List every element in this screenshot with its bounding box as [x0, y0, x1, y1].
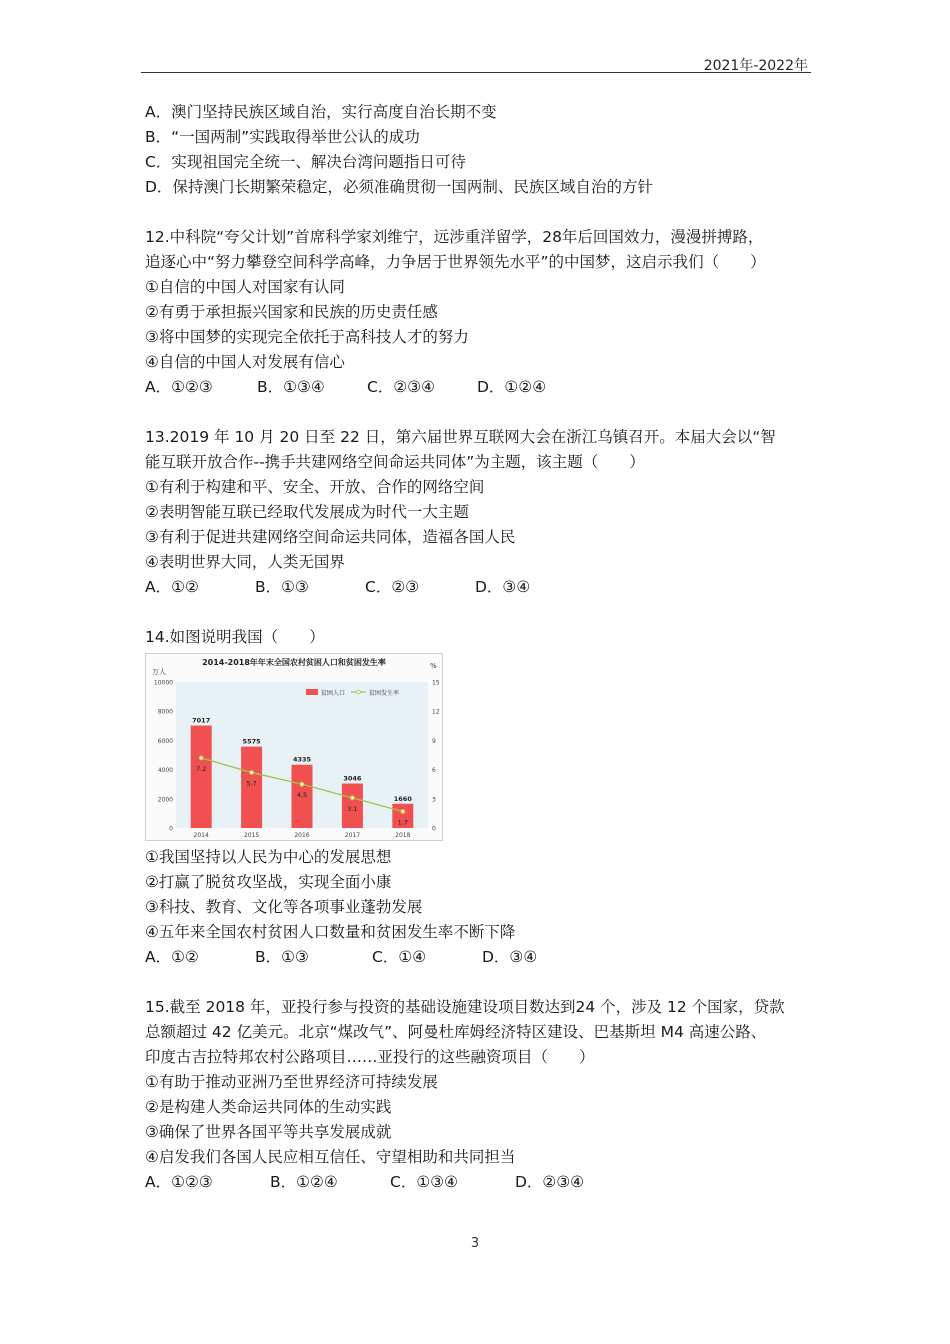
chart-title: 2014-2018年年末全国农村贫困人口和贫困发生率: [202, 658, 386, 667]
q14-choice-a: A．①②: [145, 948, 199, 966]
q11-option-c: C．实现祖国完全统一、解决台湾问题指日可待: [145, 153, 466, 171]
q14-item-3: ③科技、教育、文化等各项事业蓬勃发展: [145, 898, 423, 916]
chart-y-tick-right: 12: [432, 708, 440, 716]
chart-bar-label: 5575: [242, 737, 261, 746]
header-rule: [141, 72, 811, 73]
q13-choice-a: A．①②: [145, 578, 199, 596]
q13-choices: [145, 575, 815, 600]
q14-item-4: ④五年来全国农村贫困人口数量和贫困发生率不断下降: [145, 923, 516, 941]
chart-rate-label: 5.7: [246, 779, 257, 788]
q13-item-1: ①有利于构建和平、安全、开放、合作的网络空间: [145, 478, 485, 496]
q14-choice-b: B．①③: [255, 948, 309, 966]
poverty-chart-svg: [146, 654, 442, 840]
q12-item-2: ②有勇于承担振兴国家和民族的历史责任感: [145, 303, 438, 321]
chart-bar-label: 4335: [292, 755, 312, 764]
chart-rate-label: 7.2: [196, 764, 207, 773]
chart-rate-point: [401, 809, 405, 813]
chart-y-tick-right: 0: [432, 825, 436, 833]
chart-ylabel-left: 万人: [152, 668, 166, 676]
q11-option-b: B．“一国两制”实践取得举世公认的成功: [145, 128, 420, 146]
q11-option-d: D．保持澳门长期繁荣稳定，必须准确贯彻一国两制、民族区域自治的方针: [145, 178, 653, 196]
q15-item-4: ④启发我们各国人民应相互信任、守望相助和共同担当: [145, 1148, 516, 1166]
q12-item-1: ①自信的中国人对国家有认同: [145, 278, 345, 296]
chart-legend-swatch-bar: [306, 689, 318, 695]
chart-y-tick-left: 2000: [157, 796, 173, 804]
chart-rate-label: 1.7: [397, 818, 408, 827]
chart-bar-label: 3046: [343, 774, 362, 783]
q12-item-4: ④自信的中国人对发展有信心: [145, 353, 345, 371]
chart-rate-point: [300, 782, 304, 786]
q15-item-3: ③确保了世界各国平等共享发展成就: [145, 1123, 392, 1141]
chart-rate-point: [199, 756, 203, 760]
chart-bar-label: 7017: [192, 716, 211, 725]
q14-item-1: ①我国坚持以人民为中心的发展思想: [145, 848, 392, 866]
chart-y-tick-right: 9: [432, 737, 436, 745]
chart-legend-label-line: 贫困发生率: [369, 690, 400, 697]
chart-bar-label: 1660: [393, 794, 412, 803]
q12-choices: [145, 375, 815, 400]
q15-item-2: ②是构建人类命运共同体的生动实践: [145, 1098, 392, 1116]
chart-y-tick-right: 3: [432, 796, 436, 804]
chart-y-tick-left: 4000: [157, 767, 173, 775]
q15-choice-b: B．①②④: [270, 1173, 338, 1191]
q15-item-1: ①有助于推动亚洲乃至世界经济可持续发展: [145, 1073, 438, 1091]
question-content: [145, 100, 815, 1195]
chart-x-tick: 2015: [243, 832, 260, 839]
q12-choice-b: B．①③④: [257, 378, 325, 396]
q14-choice-d: D．③④: [482, 948, 538, 966]
q14-choices: [145, 945, 815, 970]
chart-rate-point: [250, 771, 254, 775]
chart-x-tick: 2016: [294, 832, 310, 839]
q13-item-2: ②表明智能互联已经取代发展成为时代一大主题: [145, 503, 469, 521]
q13-item-3: ③有利于促进共建网络空间命运共同体，造福各国人民: [145, 528, 516, 546]
header-year: 2021年-2022年: [703, 58, 808, 74]
q14-stem: 14.如图说明我国（ ）: [145, 628, 325, 646]
q14-item-2: ②打赢了脱贫攻坚战，实现全面小康: [145, 873, 392, 891]
chart-x-tick: 2017: [344, 832, 361, 839]
q12-stem-line-2: 追逐心中“努力攀登空间科学高峰，力争居于世界领先水平”的中国梦，这启示我们（ ）: [145, 253, 766, 271]
q13-item-4: ④表明世界大同，人类无国界: [145, 553, 345, 571]
poverty-chart: [145, 653, 443, 841]
chart-legend-label-bar: 贫困人口: [321, 690, 346, 697]
chart-y-tick-right: 15: [432, 679, 440, 687]
chart-rate-point: [350, 796, 354, 800]
q15-choice-d: D．②③④: [515, 1173, 585, 1191]
page-number: 3: [470, 1236, 480, 1251]
chart-x-tick: 2014: [193, 832, 209, 839]
q12-choice-c: C．②③④: [367, 378, 436, 396]
q14-choice-c: C．①④: [372, 948, 427, 966]
q13-stem-line-1: 13.2019 年 10 月 20 日至 22 日，第六届世界互联网大会在浙江乌镇召开。本届大会以“智: [145, 428, 776, 446]
chart-y-tick-left: 8000: [157, 708, 173, 716]
q12-choice-a: A．①②③: [145, 378, 213, 396]
q15-choice-c: C．①③④: [390, 1173, 459, 1191]
q11-option-a: A．澳门坚持民族区域自治，实行高度自治长期不变: [145, 103, 497, 121]
chart-y-tick-left: 10000: [153, 679, 173, 687]
q15-choice-a: A．①②③: [145, 1173, 213, 1191]
q15-stem-line-2: 总额超过 42 亿美元。北京“煤改气”、阿曼杜库姆经济特区建设、巴基斯坦 M4 高速公路、: [145, 1023, 767, 1041]
q15-stem-line-1: 15.截至 2018 年，亚投行参与投资的基础设施建设项目数达到24 个，涉及 12 个国家，贷款: [145, 998, 785, 1016]
chart-x-tick: 2018: [395, 832, 411, 839]
q13-choice-d: D．③④: [475, 578, 531, 596]
q12-stem-line-1: 12.中科院“夸父计划”首席科学家刘维宁，远涉重洋留学，28年后回国效力，漫漫拼搏路，: [145, 228, 764, 246]
chart-y-tick-left: 0: [169, 825, 173, 833]
q13-choice-b: B．①③: [255, 578, 309, 596]
chart-rate-label: 4.5: [296, 791, 308, 800]
chart-legend-marker-line: [357, 690, 361, 694]
q12-item-3: ③将中国梦的实现完全依托于高科技人才的努力: [145, 328, 469, 346]
chart-bar: [191, 726, 212, 828]
chart-y-tick-left: 6000: [157, 737, 173, 745]
chart-rate-label: 3.1: [347, 804, 358, 813]
q13-choice-c: C．②③: [365, 578, 420, 596]
q15-stem-line-3: 印度古吉拉特邦农村公路项目……亚投行的这些融资项目（ ）: [145, 1048, 595, 1066]
q12-choice-d: D．①②④: [477, 378, 547, 396]
chart-y-tick-right: 6: [432, 767, 436, 775]
q13-stem-line-2: 能互联开放合作--携手共建网络空间命运共同体”为主题，该主题（ ）: [145, 453, 645, 471]
chart-ylabel-right: %: [430, 662, 437, 670]
q15-choices: [145, 1170, 815, 1195]
